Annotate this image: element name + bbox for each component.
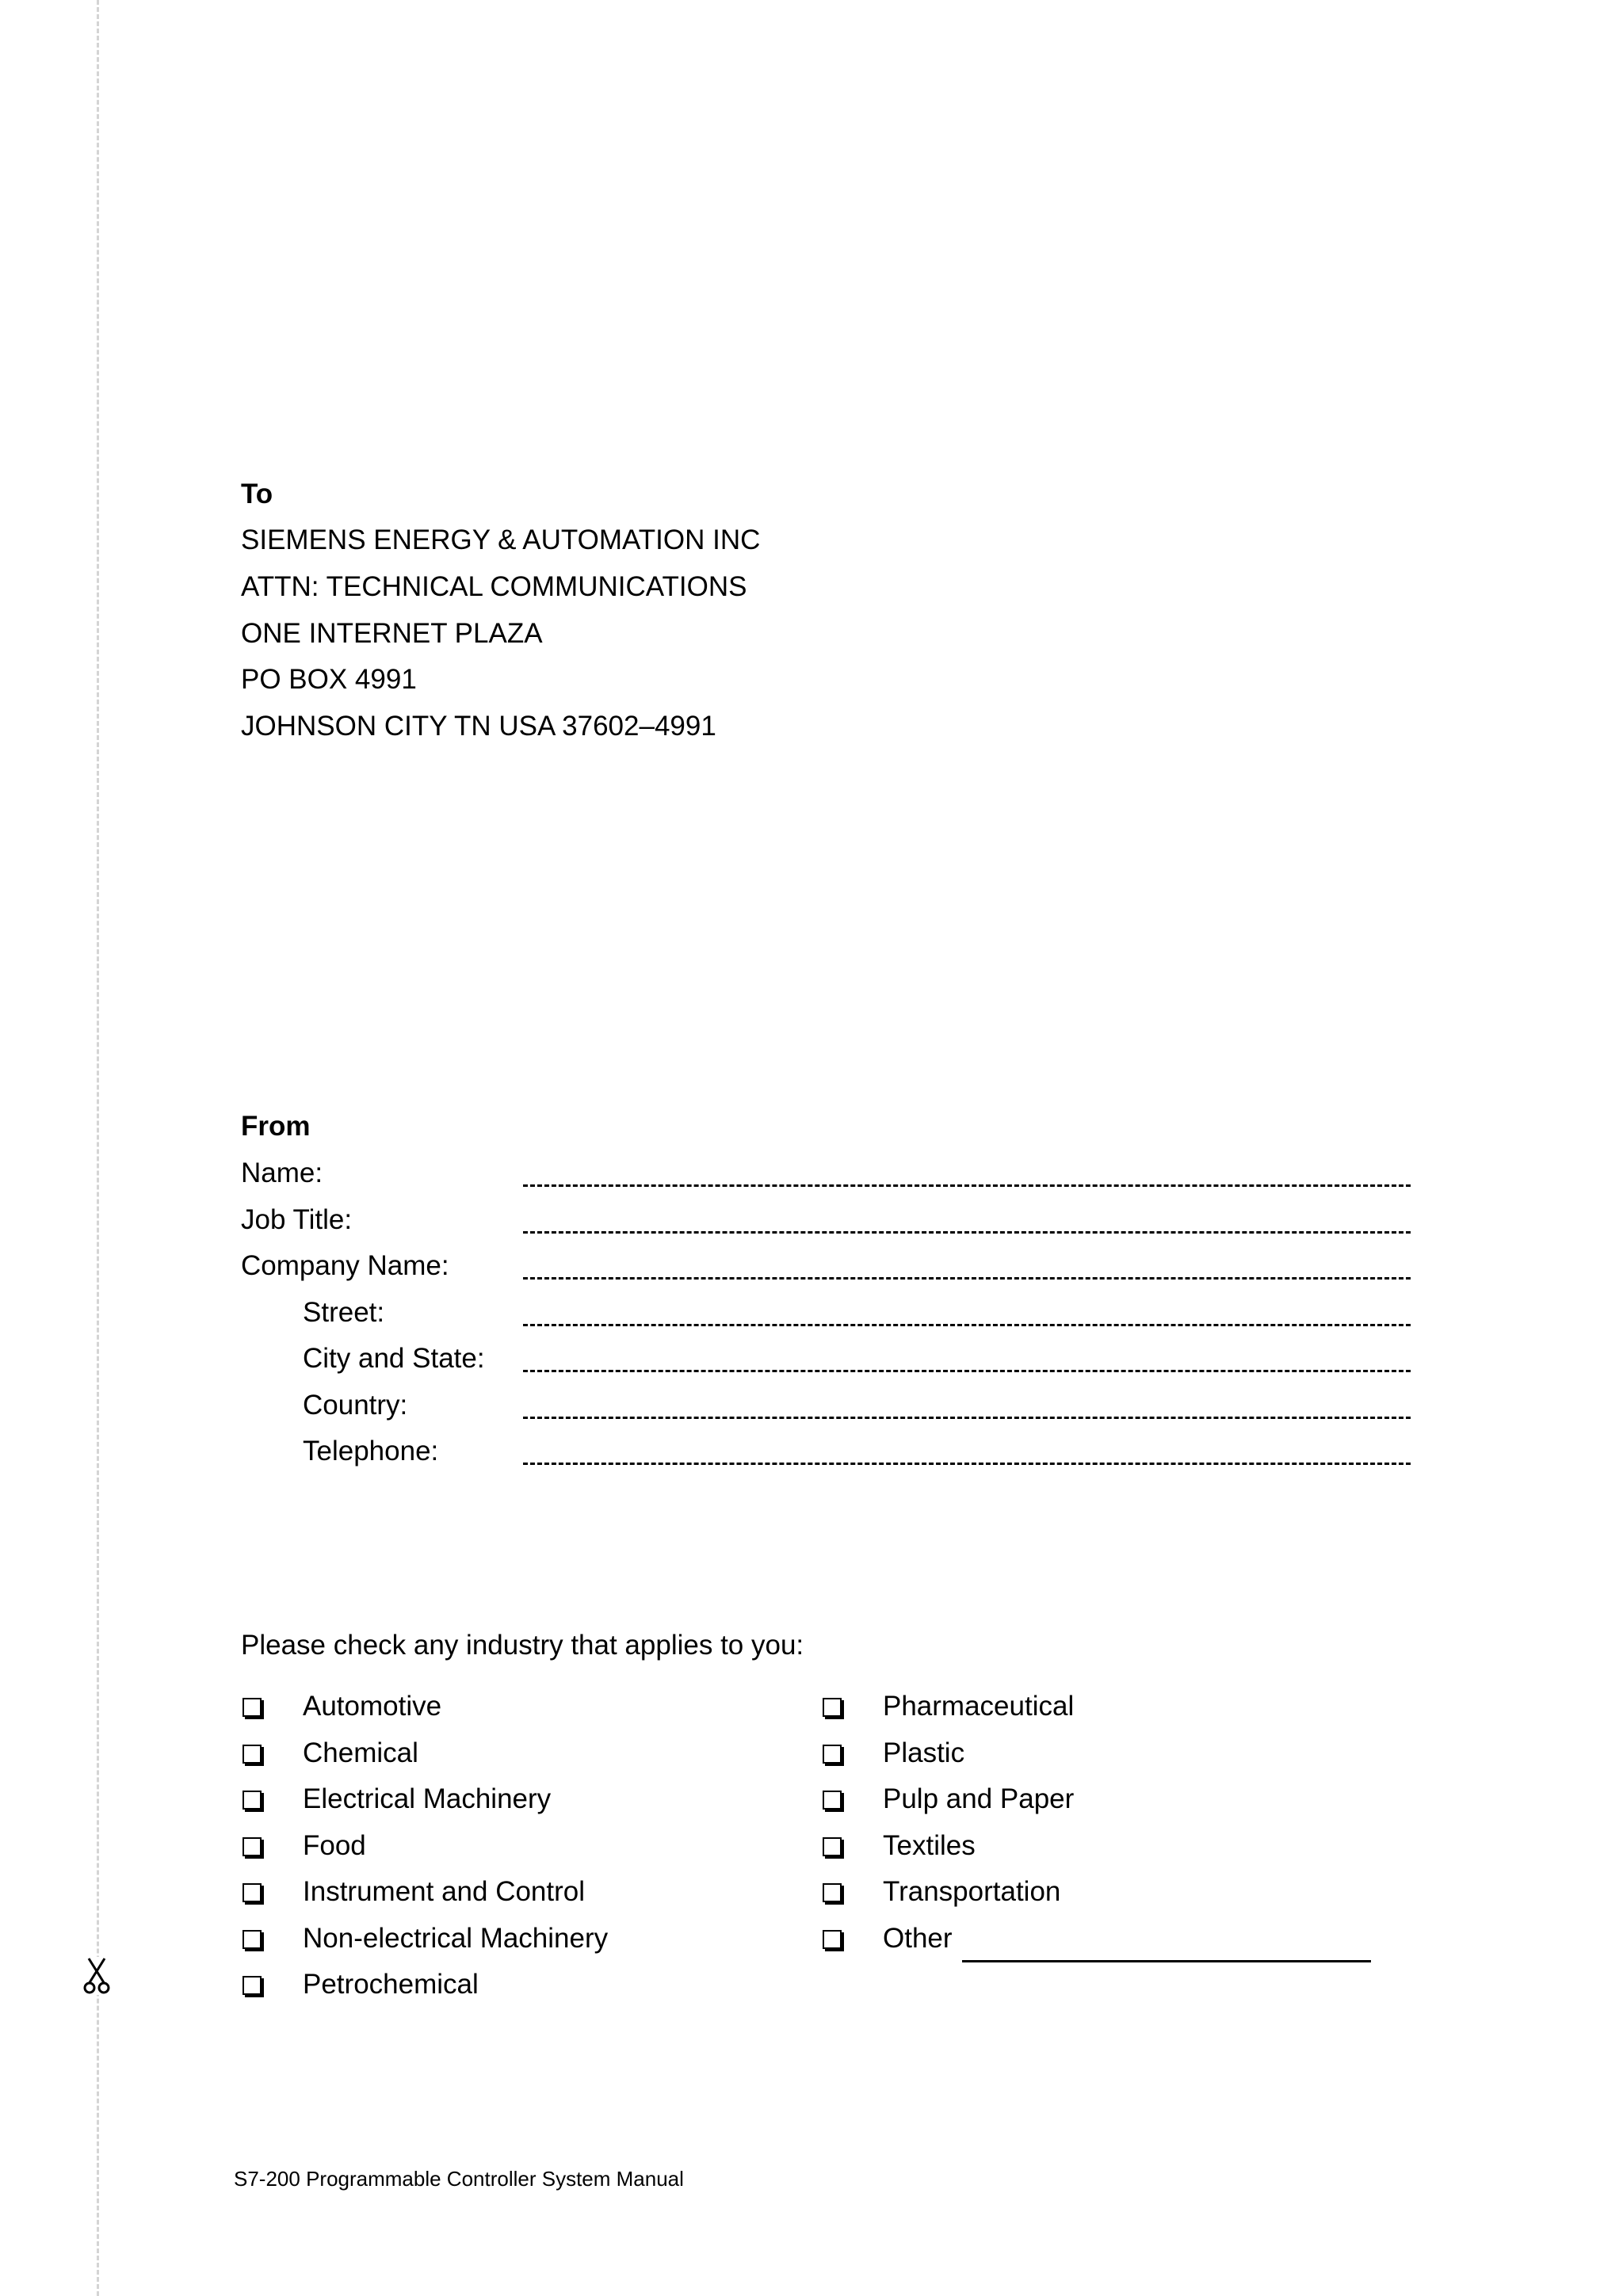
checkbox-icon[interactable] <box>242 1791 262 1810</box>
industry-electrical-machinery: Electrical Machinery <box>303 1783 552 1814</box>
country-label: Country: <box>303 1390 408 1421</box>
telephone-field[interactable] <box>523 1463 1411 1465</box>
industry-food: Food <box>303 1830 366 1861</box>
scissors-icon <box>82 1957 111 1995</box>
job-title-field[interactable] <box>523 1231 1411 1234</box>
other-text-field[interactable] <box>962 1960 1371 1962</box>
checkbox-icon[interactable] <box>242 1930 262 1949</box>
job-title-label: Job Title: <box>241 1204 353 1235</box>
checkbox-icon[interactable] <box>823 1698 842 1717</box>
industry-plastic: Plastic <box>883 1737 965 1768</box>
checkbox-icon[interactable] <box>823 1837 842 1856</box>
industry-transportation: Transportation <box>883 1876 1061 1907</box>
checkbox-icon[interactable] <box>242 1837 262 1856</box>
checkbox-icon[interactable] <box>823 1930 842 1949</box>
address-line-2: ATTN: TECHNICAL COMMUNICATIONS <box>241 571 747 602</box>
industry-pulp-paper: Pulp and Paper <box>883 1783 1075 1814</box>
address-line-3: ONE INTERNET PLAZA <box>241 618 543 649</box>
company-name-label: Company Name: <box>241 1250 449 1281</box>
name-field[interactable] <box>523 1184 1411 1187</box>
country-field[interactable] <box>523 1417 1411 1419</box>
industry-chemical: Chemical <box>303 1737 418 1768</box>
industry-automotive: Automotive <box>303 1691 442 1722</box>
industry-non-electrical-machinery: Non-electrical Machinery <box>303 1923 609 1954</box>
industry-textiles: Textiles <box>883 1830 976 1861</box>
address-line-5: JOHNSON CITY TN USA 37602–4991 <box>241 711 716 742</box>
checkbox-icon[interactable] <box>242 1976 262 1995</box>
checkbox-icon[interactable] <box>823 1791 842 1810</box>
telephone-label: Telephone: <box>303 1436 439 1466</box>
checkbox-icon[interactable] <box>242 1745 262 1764</box>
street-label: Street: <box>303 1297 385 1328</box>
footer-title: S7-200 Programmable Controller System Manual <box>234 2167 684 2191</box>
industry-petrochemical: Petrochemical <box>303 1969 479 2000</box>
checkbox-icon[interactable] <box>242 1883 262 1902</box>
from-heading: From <box>241 1111 311 1142</box>
name-label: Name: <box>241 1158 323 1188</box>
address-line-1: SIEMENS ENERGY & AUTOMATION INC <box>241 524 761 555</box>
cut-line <box>97 0 99 2296</box>
checkbox-icon[interactable] <box>823 1745 842 1764</box>
checkbox-icon[interactable] <box>242 1698 262 1717</box>
city-state-label: City and State: <box>303 1343 485 1374</box>
city-state-field[interactable] <box>523 1370 1411 1372</box>
company-name-field[interactable] <box>523 1277 1411 1280</box>
industry-instrument-control: Instrument and Control <box>303 1876 586 1907</box>
checkbox-icon[interactable] <box>823 1883 842 1902</box>
industry-other: Other <box>883 1923 953 1954</box>
industry-prompt: Please check any industry that applies to you: <box>241 1630 804 1661</box>
address-line-4: PO BOX 4991 <box>241 664 417 695</box>
industry-pharmaceutical: Pharmaceutical <box>883 1691 1075 1722</box>
to-heading: To <box>241 479 273 509</box>
street-field[interactable] <box>523 1324 1411 1326</box>
